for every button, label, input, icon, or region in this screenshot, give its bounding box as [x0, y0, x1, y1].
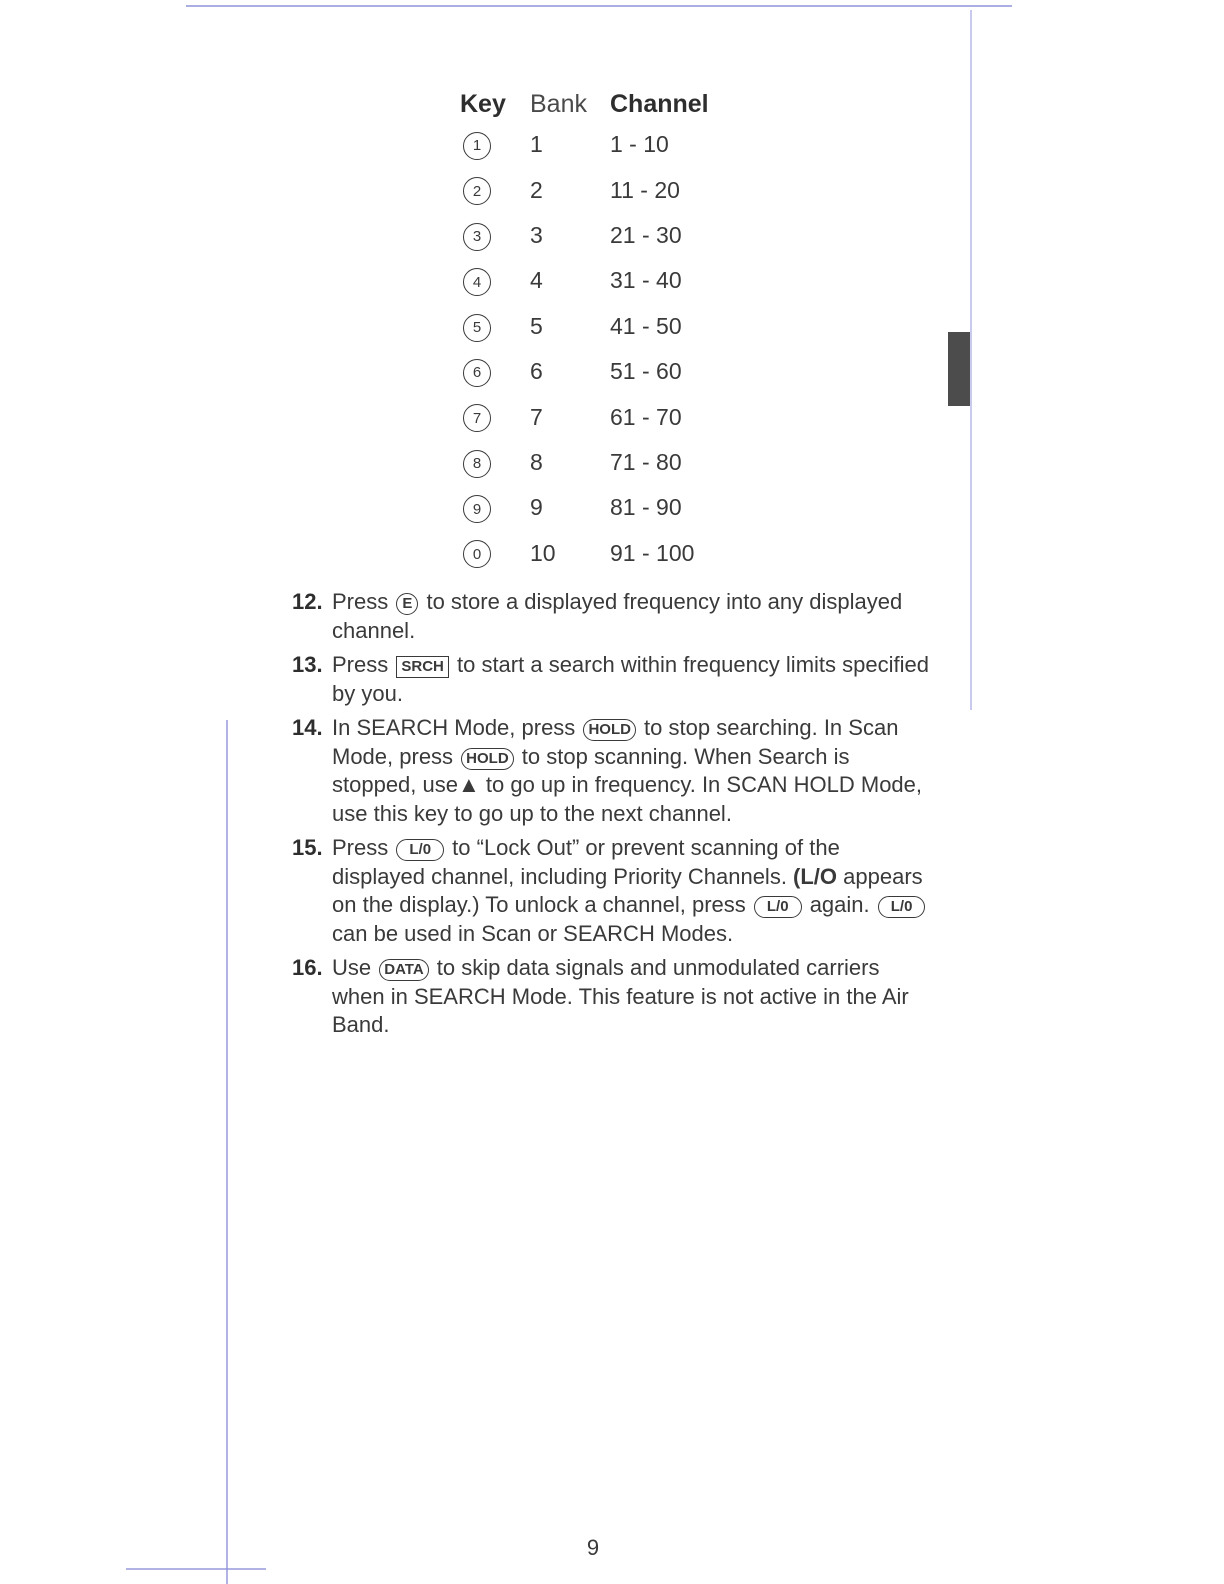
scan-line-top	[186, 5, 1012, 7]
step-number: 13.	[292, 652, 323, 677]
key-3-icon: 3	[463, 223, 491, 251]
table-row	[460, 349, 750, 394]
lockout-key-icon: L/0	[754, 896, 802, 918]
channel-cell: 81 - 90	[610, 494, 682, 521]
bank-cell: 7	[530, 403, 543, 430]
bank-cell: 1	[530, 131, 543, 158]
channel-cell: 1 - 10	[610, 131, 669, 158]
bank-cell: 9	[530, 494, 543, 521]
key-5-icon: 5	[463, 314, 491, 342]
bank-cell: 8	[530, 448, 543, 475]
bank-channel-table	[460, 86, 750, 576]
table-row	[460, 531, 750, 576]
channel-cell: 61 - 70	[610, 403, 682, 430]
scan-line-bottom	[126, 1568, 266, 1570]
table-row	[460, 122, 750, 167]
bank-cell: 2	[530, 176, 543, 203]
scan-line-left	[226, 720, 228, 1584]
step-number: 14.	[292, 715, 323, 740]
bank-cell: 4	[530, 267, 543, 294]
step-text: In SEARCH Mode, press HOLD to stop searching. In Scan Mode, press HOLD to stop scanning. When Search is stopped, use▲ to go up in frequency. In SCAN HOLD Mode, use this key to go up to the next channel.	[332, 715, 923, 826]
key-1-icon: 1	[463, 132, 491, 160]
step-15	[292, 834, 932, 948]
data-key-icon: DATA	[379, 959, 428, 981]
key-4-icon: 4	[463, 268, 491, 296]
table-row	[460, 258, 750, 303]
lockout-key-icon: L/0	[396, 839, 444, 861]
table-row	[460, 394, 750, 439]
hold-key-icon: HOLD	[583, 719, 636, 741]
channel-cell: 41 - 50	[610, 312, 682, 339]
instruction-list	[292, 588, 932, 1046]
table-row	[460, 440, 750, 485]
step-text: Use DATA to skip data signals and unmodulated carriers when in SEARCH Mode. This feature is not active in the Air Band.	[332, 955, 909, 1037]
step-16	[292, 954, 932, 1040]
key-9-icon: 9	[463, 495, 491, 523]
bank-cell: 10	[530, 539, 556, 566]
step-12	[292, 588, 932, 645]
step-text: Press SRCH to start a search within frequency limits specified by you.	[332, 652, 929, 706]
srch-key-icon: SRCH	[396, 656, 449, 678]
bank-cell: 3	[530, 221, 543, 248]
key-0-icon: 0	[463, 540, 491, 568]
hold-key-icon: HOLD	[461, 748, 514, 770]
channel-cell: 21 - 30	[610, 221, 682, 248]
table-row	[460, 485, 750, 530]
header-bank: Bank	[530, 89, 587, 118]
channel-cell: 11 - 20	[610, 176, 680, 203]
bank-cell: 6	[530, 358, 543, 385]
bank-cell: 5	[530, 312, 543, 339]
key-2-icon: 2	[463, 177, 491, 205]
table-row	[460, 167, 750, 212]
page-number: 9	[586, 1535, 600, 1560]
step-number: 12.	[292, 589, 323, 614]
header-key: Key	[460, 89, 506, 118]
table-header	[460, 86, 750, 122]
channel-cell: 31 - 40	[610, 267, 682, 294]
key-8-icon: 8	[463, 450, 491, 478]
step-13	[292, 651, 932, 708]
header-channel: Channel	[610, 89, 709, 118]
step-number: 15.	[292, 835, 323, 860]
table-row	[460, 213, 750, 258]
step-14	[292, 714, 932, 828]
step-text: Press E to store a displayed frequency into any displayed channel.	[332, 589, 903, 643]
thumb-tab-marker	[948, 332, 970, 406]
lockout-key-icon: L/0	[878, 896, 926, 918]
scan-line-right	[970, 10, 972, 710]
key-6-icon: 6	[463, 359, 491, 387]
step-number: 16.	[292, 955, 323, 980]
key-7-icon: 7	[463, 404, 491, 432]
step-text: Press L/0 to “Lock Out” or prevent scanning of the displayed channel, including Priority Channels. (L/O appears on the display.) To unlock a channel, press L/0 again. L/0 can be used in Scan or SEARCH Modes.	[332, 834, 932, 948]
table-row	[460, 304, 750, 349]
e-key-icon: E	[396, 593, 418, 615]
channel-cell: 51 - 60	[610, 358, 682, 385]
channel-cell: 71 - 80	[610, 448, 682, 475]
channel-cell: 91 - 100	[610, 539, 695, 566]
